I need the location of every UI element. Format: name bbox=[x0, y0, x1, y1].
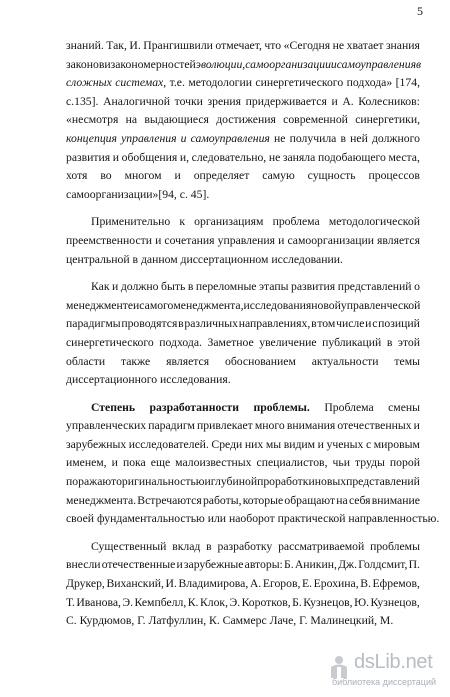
word: следовательно, bbox=[191, 150, 267, 164]
word: К. bbox=[187, 595, 199, 609]
word: не bbox=[274, 131, 286, 145]
paragraph-gap bbox=[66, 204, 420, 213]
word: и bbox=[176, 558, 183, 572]
word: выдающиеся bbox=[144, 113, 209, 127]
word bbox=[66, 74, 112, 93]
word: многом bbox=[124, 169, 162, 183]
word: должно bbox=[120, 280, 159, 294]
text-line bbox=[66, 436, 420, 455]
word: новых bbox=[314, 475, 347, 489]
word: определяет bbox=[193, 169, 250, 183]
text-line bbox=[66, 399, 420, 418]
word: обращают bbox=[284, 493, 336, 507]
word: рассматриваемой bbox=[278, 539, 365, 553]
word: этапы bbox=[259, 280, 289, 294]
italic-text: управления bbox=[121, 131, 177, 145]
italic-text: и bbox=[180, 131, 187, 145]
text-line bbox=[66, 74, 420, 93]
word: А. bbox=[342, 94, 354, 108]
word: темы bbox=[394, 354, 420, 368]
word bbox=[150, 399, 239, 418]
word: Кузнецов, bbox=[303, 595, 353, 609]
word: Ю. bbox=[354, 595, 370, 609]
bold-text: Степень bbox=[91, 400, 136, 414]
word: закономерностей bbox=[110, 57, 196, 71]
word bbox=[181, 130, 187, 149]
word: не bbox=[268, 150, 281, 164]
word: сущность bbox=[307, 169, 356, 183]
word: и bbox=[278, 233, 285, 247]
word: исследования bbox=[243, 298, 312, 312]
bold-text: проблемы. bbox=[253, 400, 310, 414]
word: Виханский, bbox=[106, 577, 164, 591]
word: которые bbox=[242, 493, 284, 507]
word: «несмотря bbox=[66, 113, 119, 127]
word: Голдсмит, bbox=[358, 558, 408, 572]
text-line bbox=[66, 334, 420, 353]
word: хотя bbox=[66, 169, 88, 183]
text-line bbox=[66, 371, 420, 390]
word: оригинальностью bbox=[116, 475, 205, 489]
italic-text: эволюции, bbox=[195, 57, 246, 71]
word: в bbox=[178, 317, 184, 331]
watermark bbox=[328, 651, 444, 691]
document-body bbox=[66, 37, 440, 631]
word bbox=[245, 56, 331, 75]
word: чьи bbox=[332, 456, 350, 470]
word bbox=[253, 399, 309, 418]
text-line bbox=[66, 167, 420, 186]
paragraph-gap bbox=[66, 390, 420, 399]
word: В. bbox=[360, 577, 371, 591]
text-line bbox=[66, 510, 440, 529]
word: и, bbox=[179, 150, 190, 164]
word: Аникин, bbox=[294, 558, 337, 572]
paragraph bbox=[66, 538, 420, 631]
word: с.135]. bbox=[66, 94, 99, 108]
word: подобающего bbox=[317, 150, 386, 164]
word: о bbox=[414, 280, 420, 294]
word: зарубежных bbox=[66, 437, 127, 451]
word: том bbox=[317, 317, 336, 331]
word: Колесников: bbox=[358, 94, 420, 108]
word: отечественные bbox=[101, 558, 176, 572]
word: труды bbox=[355, 456, 385, 470]
word: на bbox=[336, 493, 348, 507]
word: Ефремов, bbox=[372, 577, 420, 591]
text-line bbox=[66, 353, 420, 372]
word: Ерохина, bbox=[313, 577, 359, 591]
text-run: центральной в данном диссертационном исследовании. bbox=[66, 252, 343, 266]
word: самоорганизации bbox=[287, 233, 374, 247]
text-line bbox=[66, 454, 420, 473]
word: Б. bbox=[283, 558, 294, 572]
word: еще bbox=[150, 456, 171, 470]
word: привлекает bbox=[197, 419, 253, 433]
word: внимание bbox=[371, 493, 420, 507]
word: работы, bbox=[202, 493, 242, 507]
word: Иванова, bbox=[76, 595, 121, 609]
word bbox=[196, 56, 245, 75]
text-line bbox=[66, 575, 420, 594]
word: вклад bbox=[172, 539, 201, 553]
word: Б. bbox=[292, 595, 302, 609]
word: переломные bbox=[195, 280, 257, 294]
word: разработку bbox=[217, 539, 273, 553]
italic-text: и bbox=[330, 57, 337, 71]
word: управления bbox=[217, 233, 276, 247]
word: области bbox=[66, 354, 106, 368]
word: подхода» bbox=[346, 76, 393, 90]
word: Прангишвили bbox=[143, 39, 213, 52]
text-line bbox=[66, 315, 420, 334]
word: Встречаются bbox=[137, 493, 202, 507]
word: также bbox=[120, 354, 151, 368]
word: Дж. bbox=[338, 558, 358, 572]
text-run: диссертационного исследования. bbox=[66, 373, 231, 387]
word: быть bbox=[161, 280, 186, 294]
word: отмечает, bbox=[215, 39, 262, 52]
word: мы bbox=[265, 437, 282, 451]
word: организациям bbox=[194, 215, 264, 229]
word bbox=[337, 56, 416, 75]
word: отечественных bbox=[337, 419, 412, 433]
word: не bbox=[332, 39, 345, 52]
word: А. bbox=[249, 577, 262, 591]
word: Е. bbox=[302, 577, 313, 591]
word: синергетики, bbox=[355, 113, 420, 127]
word: хватает bbox=[346, 39, 384, 52]
word: глубиной bbox=[210, 475, 258, 489]
word: современной bbox=[283, 113, 348, 127]
text-line bbox=[66, 56, 420, 75]
word: во bbox=[100, 169, 112, 183]
word: публикаций bbox=[322, 335, 382, 349]
word: Владимирова, bbox=[178, 577, 249, 591]
word: и bbox=[112, 150, 120, 164]
word: в bbox=[340, 131, 347, 145]
word: и bbox=[331, 94, 338, 108]
word: направлениях, bbox=[238, 317, 311, 331]
word: и bbox=[111, 456, 118, 470]
word: и bbox=[413, 419, 420, 433]
word: с bbox=[365, 437, 372, 451]
word: и bbox=[204, 475, 211, 489]
word: парадигмы bbox=[66, 317, 121, 331]
word: пока bbox=[122, 456, 146, 470]
word: и bbox=[317, 437, 324, 451]
word: Егоров, bbox=[262, 577, 301, 591]
word: зрения bbox=[207, 94, 242, 108]
italic-text: в bbox=[416, 57, 422, 71]
word: «Сегодня bbox=[283, 39, 331, 52]
word: И. bbox=[165, 577, 177, 591]
italic-text: самоуправления bbox=[336, 57, 417, 71]
word: получила bbox=[289, 131, 337, 145]
word: менеджменте bbox=[66, 298, 134, 312]
word: самого bbox=[139, 298, 174, 312]
word: в bbox=[311, 317, 317, 331]
word: управленческих bbox=[66, 419, 147, 433]
bold-text: разработанности bbox=[149, 400, 239, 414]
word: методологии bbox=[188, 76, 252, 90]
word: в bbox=[386, 335, 393, 349]
word: менеджмента, bbox=[173, 298, 244, 312]
word: подхода. bbox=[159, 335, 202, 349]
word: сочетания bbox=[164, 233, 215, 247]
word: парадигм bbox=[148, 419, 195, 433]
word: новой bbox=[311, 298, 341, 312]
word: Применительно bbox=[91, 215, 171, 229]
word: И. bbox=[129, 39, 141, 52]
word: Кузнецов, bbox=[370, 595, 420, 609]
word: этой bbox=[397, 335, 420, 349]
text-line bbox=[66, 492, 420, 511]
word: них bbox=[244, 437, 264, 451]
word: исследователей. bbox=[128, 437, 209, 451]
word: специалистов, bbox=[256, 456, 328, 470]
word: видим bbox=[283, 437, 316, 451]
word bbox=[191, 130, 270, 149]
word: в bbox=[206, 539, 212, 553]
word: должного bbox=[371, 131, 420, 145]
word: проработки bbox=[257, 475, 315, 489]
paragraph-gap bbox=[66, 529, 420, 538]
italic-text: самоорганизации bbox=[245, 57, 331, 71]
word bbox=[416, 56, 421, 75]
word: поражают bbox=[66, 475, 117, 489]
text-line bbox=[66, 417, 420, 436]
paragraph bbox=[66, 213, 420, 269]
word: Аналогичной bbox=[103, 94, 171, 108]
word: много bbox=[254, 419, 285, 433]
word: заняла bbox=[282, 150, 316, 164]
word: т.е. bbox=[169, 76, 185, 90]
word: придерживается bbox=[245, 94, 327, 108]
word: порой bbox=[389, 456, 420, 470]
word bbox=[91, 399, 135, 418]
text-line bbox=[66, 37, 420, 56]
word: развития bbox=[66, 150, 111, 164]
word: внимания bbox=[286, 419, 336, 433]
word: является bbox=[166, 354, 210, 368]
text-line bbox=[66, 473, 420, 492]
word: П. bbox=[408, 558, 420, 572]
word: законов bbox=[66, 57, 105, 71]
word: менеджмента. bbox=[66, 493, 137, 507]
word: что bbox=[264, 39, 282, 52]
word: и bbox=[174, 169, 181, 183]
word: смены bbox=[388, 400, 420, 414]
word: является bbox=[377, 233, 420, 247]
paragraph bbox=[66, 37, 420, 204]
italic-text: системах, bbox=[115, 76, 167, 90]
word: к bbox=[179, 215, 186, 229]
word: проблемы bbox=[370, 539, 420, 553]
word: представлений bbox=[346, 475, 420, 489]
word: зарубежные bbox=[183, 558, 244, 572]
word: малоизвестных bbox=[175, 456, 252, 470]
word: увеличение bbox=[259, 335, 317, 349]
text-run: С. Курдюмов, Г. Латфуллин, К. Саммерс Лаче, Г. Малинецкий, М. bbox=[66, 614, 394, 628]
text-line bbox=[66, 111, 420, 130]
word: и bbox=[112, 280, 119, 294]
text-line bbox=[66, 556, 420, 575]
word bbox=[115, 74, 166, 93]
word: знаний. bbox=[66, 39, 104, 52]
word: мировым bbox=[373, 437, 420, 451]
word: на bbox=[125, 113, 138, 127]
italic-text: самоуправления bbox=[190, 131, 270, 145]
dslib-logo-icon bbox=[328, 655, 350, 679]
word: Э. bbox=[122, 595, 134, 609]
text-line bbox=[66, 297, 420, 316]
word: внесли bbox=[66, 558, 101, 572]
italic-text: сложных bbox=[66, 76, 112, 90]
word: и bbox=[365, 317, 372, 331]
word: различных bbox=[184, 317, 238, 331]
word bbox=[66, 130, 117, 149]
text-run: своей фундаментальностью или наоборот практической направленностью. bbox=[66, 512, 440, 526]
word: обобщения bbox=[121, 150, 178, 164]
watermark-caption: библиотека диссертаций bbox=[332, 677, 437, 687]
word: Так, bbox=[106, 39, 127, 52]
text-run: самоорганизации»[94, с. 45]. bbox=[66, 187, 210, 201]
word: Проблема bbox=[324, 400, 374, 414]
word: синергетического bbox=[255, 76, 344, 90]
word: Коротков, bbox=[241, 595, 291, 609]
word: Среди bbox=[211, 437, 243, 451]
paragraph bbox=[66, 278, 420, 390]
word: Т. bbox=[66, 595, 75, 609]
word: проблема bbox=[272, 215, 320, 229]
word: самую bbox=[262, 169, 295, 183]
word: достижения bbox=[216, 113, 276, 127]
word: Заметное bbox=[207, 335, 254, 349]
text-line bbox=[66, 93, 420, 112]
word: процессов bbox=[368, 169, 420, 183]
word: синергетического bbox=[66, 335, 154, 349]
word: и bbox=[104, 57, 111, 71]
word: представлений bbox=[337, 280, 412, 294]
word: развития bbox=[290, 280, 336, 294]
text-line bbox=[66, 130, 420, 149]
text-line bbox=[66, 538, 420, 557]
word: ней bbox=[350, 131, 368, 145]
word: с bbox=[372, 317, 378, 331]
word: методологической bbox=[328, 215, 420, 229]
word: управленческой bbox=[340, 298, 421, 312]
word: в bbox=[187, 280, 194, 294]
word: Кемпбелл, bbox=[134, 595, 187, 609]
word: [174, bbox=[395, 76, 420, 90]
text-line bbox=[66, 278, 420, 297]
paragraph bbox=[66, 399, 440, 529]
word: числе bbox=[336, 317, 365, 331]
text-line bbox=[66, 251, 420, 270]
word: проводятся bbox=[121, 317, 178, 331]
text-line bbox=[66, 232, 420, 251]
word: себя bbox=[348, 493, 371, 507]
text-line bbox=[66, 213, 420, 232]
italic-text: концепция bbox=[66, 131, 117, 145]
text-line bbox=[66, 612, 420, 631]
word: преемственности bbox=[66, 233, 152, 247]
word bbox=[121, 130, 176, 149]
word: точки bbox=[174, 94, 203, 108]
word: и bbox=[155, 233, 162, 247]
word: Э. bbox=[229, 595, 241, 609]
word: позиций bbox=[378, 317, 420, 331]
watermark-site-name: dsLib.net bbox=[354, 651, 433, 673]
word: Существенный bbox=[91, 539, 167, 553]
page-number: 5 bbox=[417, 4, 423, 18]
word: авторы: bbox=[244, 558, 283, 572]
word: обоснованием bbox=[224, 354, 296, 368]
word: актуальности bbox=[311, 354, 379, 368]
text-line bbox=[66, 149, 420, 168]
word: Клок, bbox=[199, 595, 229, 609]
word: и bbox=[133, 298, 140, 312]
text-line bbox=[66, 594, 420, 613]
word: места, bbox=[388, 150, 420, 164]
word: Друкер, bbox=[66, 577, 105, 591]
word: ученых bbox=[326, 437, 364, 451]
paragraph-gap bbox=[66, 269, 420, 278]
word: именем, bbox=[66, 456, 107, 470]
word: знания bbox=[385, 39, 420, 52]
text-line bbox=[66, 186, 420, 205]
word: Как bbox=[91, 280, 110, 294]
